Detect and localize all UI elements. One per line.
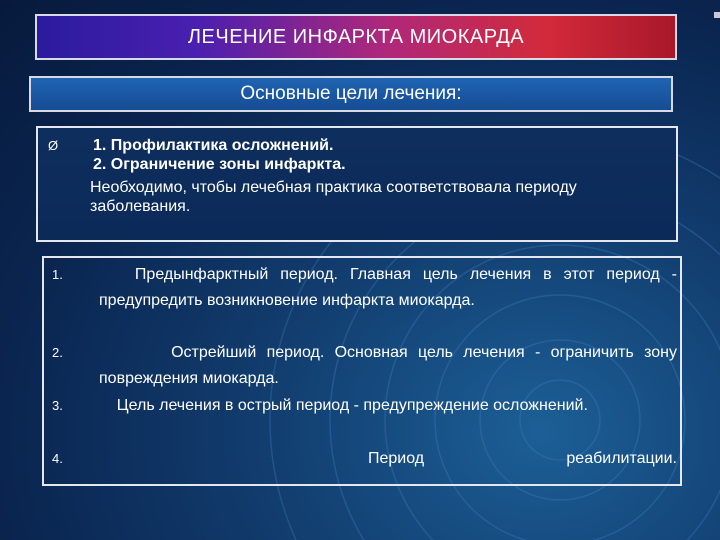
period-number: 1.: [52, 267, 63, 282]
period-heading: Период: [368, 450, 425, 467]
period-body: реабилитации.: [566, 450, 677, 467]
period-text: [99, 262, 677, 314]
period-number: 2.: [52, 345, 63, 360]
period-body: Главная цель лечения в этот период - предупредить возникновение инфаркта миокарда.: [99, 266, 678, 309]
goal-item-1: 1. Профилактика осложнений.: [93, 137, 334, 154]
periods-panel: [42, 256, 682, 486]
period-text: [99, 393, 677, 419]
period-heading: Цель лечения в острый период: [116, 397, 350, 414]
goal-item-2: 2. Ограничение зоны инфаркта.: [93, 156, 346, 173]
period-heading: Острейший период.: [171, 344, 325, 361]
goals-note: Необходимо, чтобы лечебная практика соответствовала периоду заболевания.: [90, 179, 577, 215]
goals-panel: [36, 126, 678, 242]
page-title: ЛЕЧЕНИЕ ИНФАРКТА МИОКАРДА: [187, 25, 525, 48]
subtitle-banner: [29, 76, 673, 112]
edge-marker: [714, 12, 720, 18]
period-number: 4.: [52, 451, 63, 466]
period-number: 3.: [52, 398, 63, 413]
period-body: - предупреждение осложнений.: [349, 397, 588, 414]
goals-list: [93, 136, 653, 174]
subtitle: Основные цели лечения:: [240, 83, 462, 104]
period-heading: Предынфарктный период.: [134, 266, 338, 283]
period-text: [99, 340, 677, 392]
arrow-bullet-icon: Ø: [48, 138, 59, 153]
period-body: Основная цель лечения - ограничить зону повреждения миокарда.: [99, 344, 678, 387]
period-text: [368, 446, 677, 472]
title-banner: [35, 14, 677, 60]
